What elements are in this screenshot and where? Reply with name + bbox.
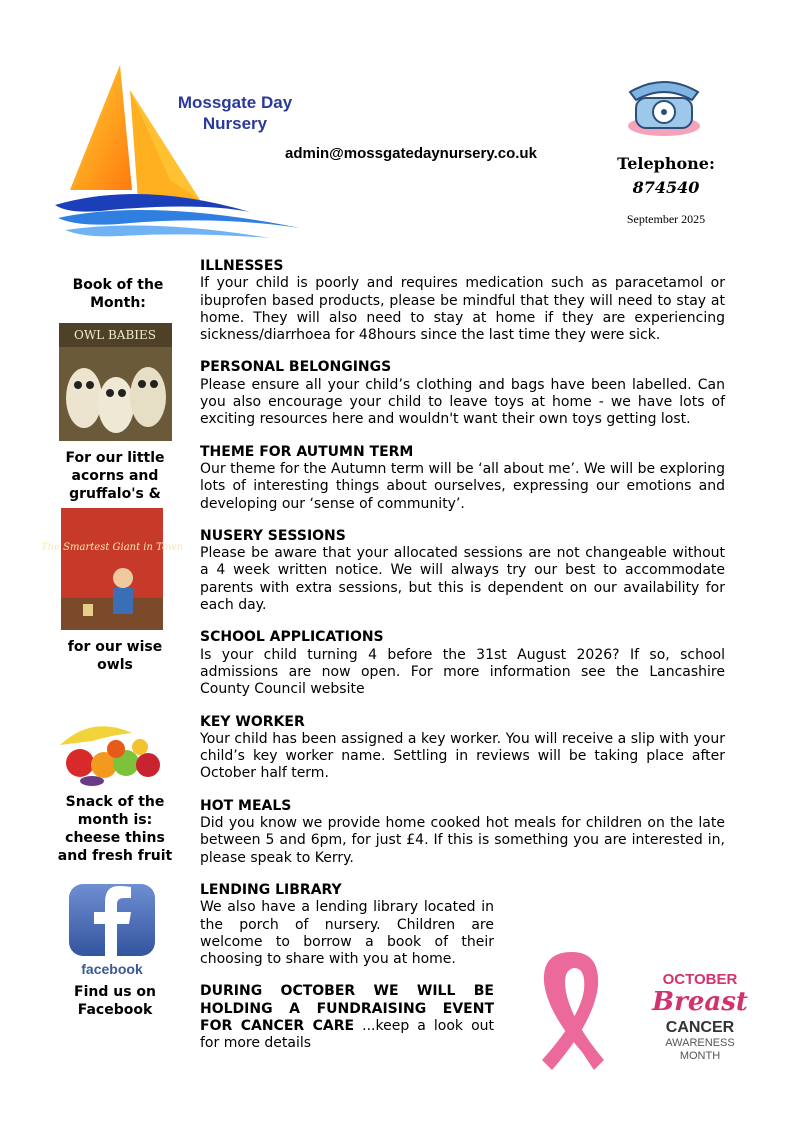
section-school-applications	[200, 629, 725, 698]
section-body: Please ensure all your child’s clothing and bags have been labelled. Can you also encourage your child to leave toys at home - we have lots of exciting resources here and wouldn't want their own toys getting lost.	[200, 376, 725, 428]
smartest-giant-book-cover	[40, 508, 184, 630]
section-body: Did you know we provide home cooked hot meals for children on the late between 5 and 6pm, for just £4. If this is something you are interested in, please speak to Kerry.	[200, 815, 725, 866]
section-body: If your child is poorly and requires medication such as paracetamol or ibuprofen based products, please be mindful that they will need to stay at home. They will also need to stay at home if they are experiencing sickness/diarrhoea for 48hours since the last time they were sick.	[200, 275, 725, 344]
section-body: Our theme for the Autumn term will be ‘all about me’. We will be exploring lots of interesting things about ourselves, expressing our emotions and developing our ‘sense of community’.	[200, 460, 725, 512]
book1-title: OWL BABIES	[74, 328, 156, 342]
facebook-caption: Find us on Facebook	[74, 984, 156, 1018]
book-of-month-heading: Book of the Month:	[72, 277, 164, 311]
facebook-wordmark: facebook	[81, 961, 143, 977]
section-hot-meals	[200, 798, 725, 867]
fundraiser-bold: DURING OCTOBER WE WILL BE HOLDING A FUNDRAISING EVENT FOR CANCER CARE	[200, 983, 494, 1034]
section-body: Is your child turning 4 before the 31st August 2026? If so, school admissions are now open. For more information see the Lancashire County Council website	[200, 646, 725, 698]
fundraiser-notice	[200, 983, 494, 1052]
section-key-worker	[200, 714, 725, 783]
bca-line4: AWARENESS	[665, 1037, 735, 1049]
section-sessions	[200, 528, 725, 614]
breast-cancer-awareness-graphic	[512, 942, 760, 1082]
newsletter-date: September 2025	[626, 212, 706, 226]
section-body: We also have a lending library located in the porch of nursery. Children are welcome to borrow a book of their choosing to share with you at home.	[200, 899, 494, 968]
owl-babies-book-cover	[59, 323, 172, 441]
section-heading: PERSONAL BELONGINGS	[200, 359, 392, 376]
bca-line5: MONTH	[679, 1050, 721, 1062]
section-personal-belongings	[200, 359, 725, 428]
section-body: Please be aware that your allocated sessions are not changeable without a 4 week written notice. We will always try our best to accommodate parents with extra sessions, but this is dependent on our availability for each day.	[200, 545, 725, 614]
section-theme	[200, 444, 725, 513]
section-heading: ILLNESSES	[200, 258, 284, 274]
bca-line1: OCTOBER	[662, 971, 738, 988]
email-address[interactable]: admin@mossgatedaynursery.co.uk	[285, 145, 537, 162]
book2-title: The Smartest Giant in Town	[40, 542, 184, 553]
section-heading: LENDING LIBRARY	[200, 881, 342, 898]
newsletter-body	[200, 258, 725, 1053]
snack-of-month: Snack of the month is: cheese thins and fresh fruit	[57, 794, 173, 864]
book2-caption: for our wise owls	[67, 639, 163, 673]
telephone-icon	[624, 70, 704, 138]
brand-line1: Mossgate Day	[177, 93, 293, 112]
bca-line2: Breast	[652, 987, 748, 1017]
section-heading: SCHOOL APPLICATIONS	[200, 629, 384, 646]
fruit-image	[52, 705, 170, 789]
nursery-name	[160, 92, 310, 134]
section-lending-library	[200, 882, 494, 968]
telephone-number: 874540	[632, 178, 700, 197]
section-heading: THEME FOR AUTUMN TERM	[200, 443, 414, 460]
section-heading: HOT MEALS	[200, 797, 292, 814]
bca-line3: CANCER	[665, 1019, 735, 1036]
section-body: Your child has been assigned a key worker. You will receive a slip with your child’s key worker name. Settling in reviews will be taking place after October half term.	[200, 730, 725, 782]
fundraiser-rest: ...keep a look out for more details	[200, 1017, 494, 1052]
section-illnesses	[200, 258, 725, 344]
book1-caption: For our little acorns and gruffalo's &	[65, 450, 165, 502]
facebook-f-icon	[67, 884, 157, 956]
section-heading: KEY WORKER	[200, 713, 305, 730]
section-heading: NUSERY SESSIONS	[200, 527, 346, 544]
facebook-logo[interactable]	[67, 884, 157, 977]
telephone-label: Telephone:	[617, 154, 715, 173]
telephone-block	[612, 152, 720, 200]
sailboat-logo	[50, 60, 310, 240]
brand-line2: Nursery	[202, 114, 268, 133]
